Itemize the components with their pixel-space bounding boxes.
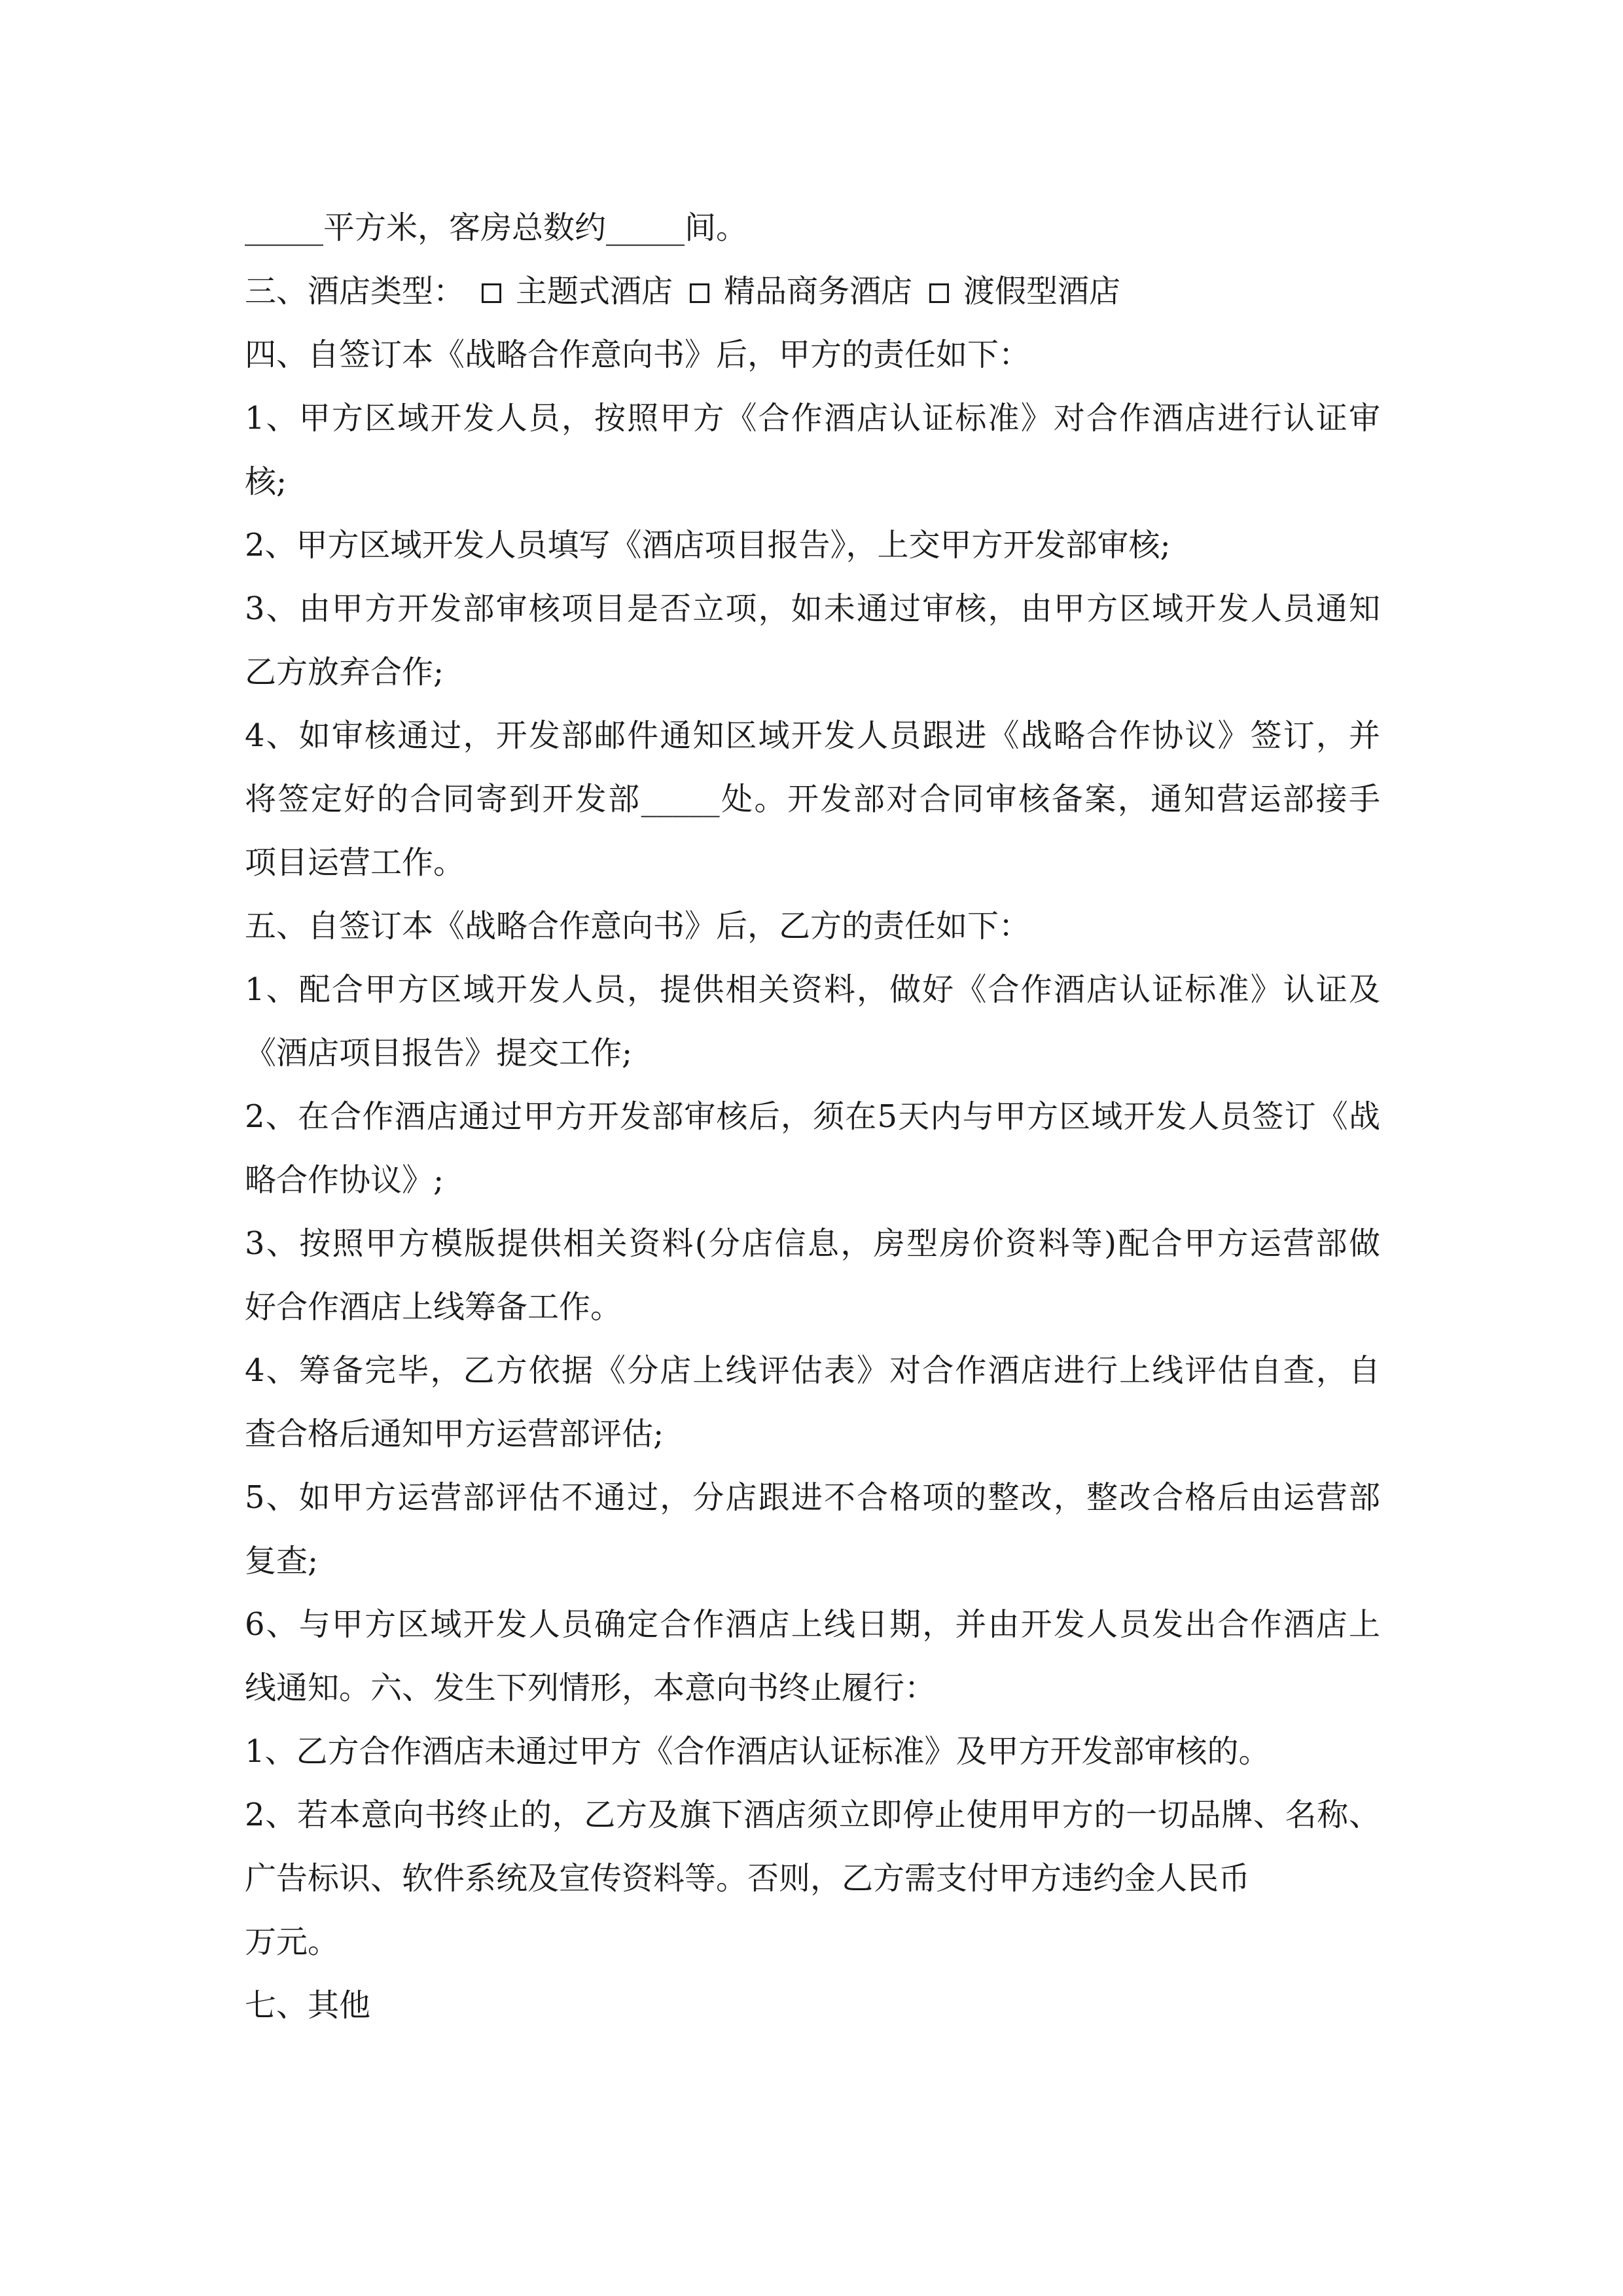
hotel-type-row — [245, 260, 1380, 323]
section-heading-party-a: 四、自签订本《战略合作意向书》后，甲方的责任如下： — [245, 336, 1031, 373]
paragraph-line: 5、如甲方运营部评估不通过，分店跟进不合格项的整改，整改合格后由运营部 — [245, 1479, 1380, 1516]
paragraph-line: 乙方放弃合作; — [245, 654, 444, 691]
section-heading-party-b: 五、自签订本《战略合作意向书》后，乙方的责任如下： — [245, 908, 1031, 944]
paragraph-line: _____平方米，客房总数约_____间。 — [245, 209, 748, 246]
paragraph-line: 好合作酒店上线筹备工作。 — [245, 1289, 622, 1325]
document-body — [245, 196, 1380, 2037]
paragraph-line: 1、配合甲方区域开发人员，提供相关资料，做好《合作酒店认证标准》认证及 — [245, 971, 1380, 1008]
paragraph-line: 4、筹备完毕，乙方依据《分店上线评估表》对合作酒店进行上线评估自查，自 — [245, 1352, 1380, 1389]
checkbox-resort-hotel[interactable] — [929, 283, 949, 303]
paragraph-line: 略合作协议》; — [245, 1162, 444, 1198]
option-resort-hotel: 渡假型酒店 — [963, 273, 1121, 310]
paragraph-line: 广告标识、软件系统及宣传资料等。否则，乙方需支付甲方违约金人民币 — [245, 1860, 1251, 1897]
paragraph-line: 6、与甲方区域开发人员确定合作酒店上线日期，并由开发人员发出合作酒店上 — [245, 1606, 1380, 1643]
paragraph-line: 线通知。六、发生下列情形，本意向书终止履行： — [245, 1670, 936, 1706]
option-boutique-business-hotel: 精品商务酒店 — [724, 273, 913, 310]
checkbox-boutique-business-hotel[interactable] — [690, 283, 709, 303]
option-theme-hotel: 主题式酒店 — [516, 273, 673, 310]
checkbox-theme-hotel[interactable] — [482, 283, 501, 303]
paragraph-line: 2、在合作酒店通过甲方开发部审核后，须在5天内与甲方区域开发人员签订《战 — [245, 1098, 1380, 1135]
paragraph-line: 4、如审核通过，开发部邮件通知区域开发人员跟进《战略合作协议》签订，并 — [245, 717, 1380, 754]
paragraph-line: 将签定好的合同寄到开发部_____处。开发部对合同审核备案，通知营运部接手 — [245, 781, 1380, 817]
section-heading-other: 七、其他 — [245, 1987, 371, 2024]
paragraph-line: 2、甲方区域开发人员填写《酒店项目报告》，上交甲方开发部审核; — [245, 527, 1171, 564]
paragraph-line: 1、乙方合作酒店未通过甲方《合作酒店认证标准》及甲方开发部审核的。 — [245, 1733, 1270, 1770]
paragraph-line: 核; — [245, 463, 287, 500]
paragraph-line: 项目运营工作。 — [245, 844, 465, 881]
paragraph-line: 1、甲方区域开发人员，按照甲方《合作酒店认证标准》对合作酒店进行认证审 — [245, 400, 1380, 437]
paragraph-line: 复查; — [245, 1543, 319, 1579]
paragraph-line: 3、由甲方开发部审核项目是否立项，如未通过审核，由甲方区域开发人员通知 — [245, 590, 1380, 627]
paragraph-line: 查合格后通知甲方运营部评估; — [245, 1416, 664, 1452]
hotel-type-label: 三、酒店类型： — [245, 273, 465, 310]
paragraph-line: 2、若本意向书终止的，乙方及旗下酒店须立即停止使用甲方的一切品牌、名称、 — [245, 1797, 1380, 1833]
paragraph-line: 万元。 — [245, 1924, 340, 1960]
paragraph-line: 3、按照甲方模版提供相关资料(分店信息，房型房价资料等)配合甲方运营部做 — [245, 1225, 1380, 1262]
paragraph-line: 《酒店项目报告》提交工作; — [245, 1035, 633, 1071]
